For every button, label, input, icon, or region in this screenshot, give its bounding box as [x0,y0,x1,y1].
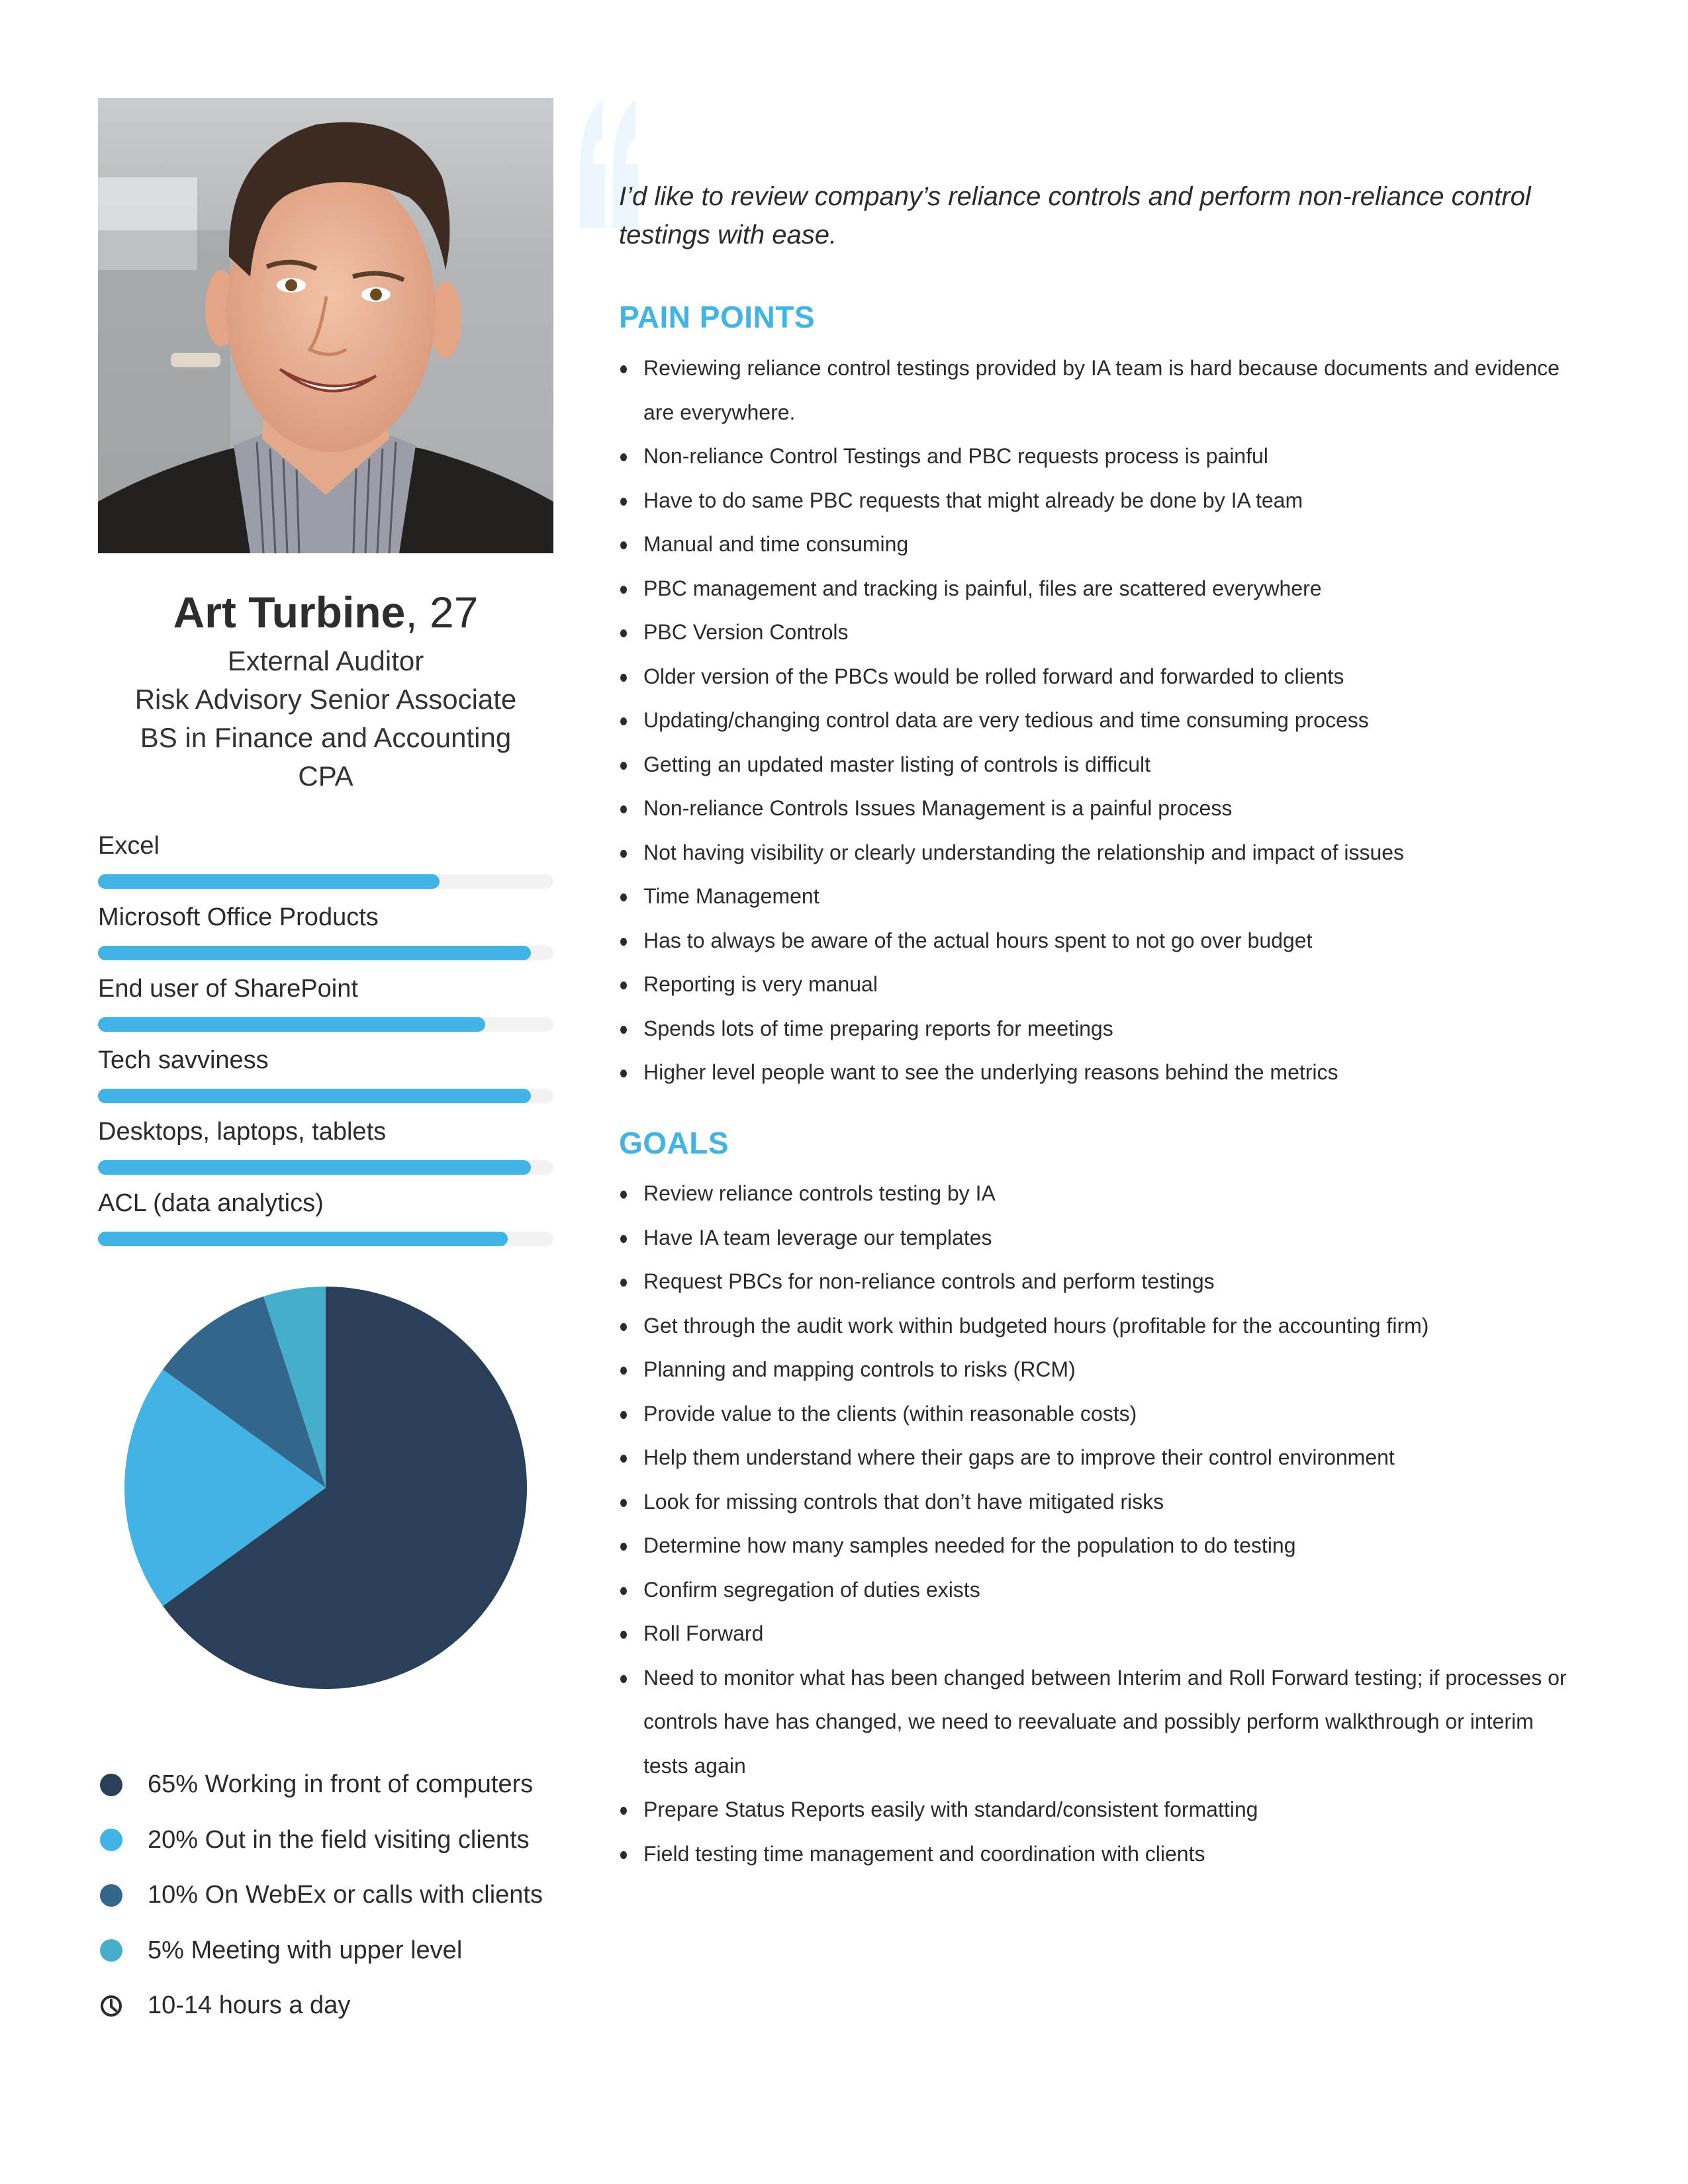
persona-role-3: CPA [298,760,353,792]
skill-track [98,1232,553,1246]
pain-point-item: Reviewing reliance control testings provided by IA team is hard because documents and evidence are everywhere. [619,346,1579,434]
goals-heading: GOALS [619,1126,729,1160]
skill-fill [98,1089,531,1103]
skill-fill [98,1160,531,1175]
persona-name-line [98,582,553,642]
persona-quote: I’d like to review company’s reliance controls and perform non-reliance control testings with ease. [619,182,1531,250]
pain-point-item: Getting an updated master listing of controls is difficult [619,743,1579,787]
time-allocation-pie-chart [124,1287,527,1689]
legend-item-webex [98,1868,575,1923]
skill-track [98,874,553,889]
portrait-illustration [98,98,553,553]
skill-track [98,1089,553,1103]
skill-label: Tech savviness [98,1046,269,1074]
pain-point-item: PBC Version Controls [619,610,1579,655]
persona-identity [98,582,553,796]
legend-text: 20% Out in the field visiting clients [148,1825,530,1854]
skill-track [98,1160,553,1175]
skill-sharepoint [98,974,553,1045]
pain-point-item: Time Management [619,874,1579,919]
persona-name: Art Turbine [173,588,406,637]
legend-text: 65% Working in front of computers [148,1770,534,1799]
pain-point-item: Higher level people want to see the underlying reasons behind the metrics [619,1050,1579,1095]
pain-point-item: Spends lots of time preparing reports for meetings [619,1007,1579,1051]
skill-label: End user of SharePoint [98,975,358,1003]
skill-label: Excel [98,832,160,860]
persona-role-1: Risk Advisory Senior Associate [134,684,517,715]
legend-text: 10% On WebEx or calls with clients [148,1881,543,1909]
working-hours-text: 10-14 hours a day [148,1991,351,2020]
skills-list [98,831,553,1259]
legend-item-computers [98,1757,575,1813]
legend-item-hours [98,1978,575,2034]
persona-role-2: BS in Finance and Accounting [140,722,512,753]
skill-track [98,946,553,960]
persona-role-0: External Auditor [227,645,424,676]
pain-point-item: Non-reliance Control Testings and PBC requests process is painful [619,434,1579,478]
skill-tech-savviness [98,1045,553,1116]
goal-item: Review reliance controls testing by IA [619,1171,1579,1216]
goal-item: Help them understand where their gaps are to improve their control environment [619,1435,1579,1480]
goal-item: Get through the audit work within budgeted hours (profitable for the accounting firm) [619,1304,1579,1348]
pain-points-heading: PAIN POINTS [619,300,816,334]
goal-item: Need to monitor what has been changed between Interim and Roll Forward testing; if processes or controls have has changed, we need to reevaluate and possibly perform walkthrough or interim tests again [619,1656,1579,1788]
skill-excel [98,831,553,902]
skill-label: Microsoft Office Products [98,903,379,931]
skill-track [98,1017,553,1032]
pain-point-item: PBC management and tracking is painful, files are scattered everywhere [619,567,1579,611]
goals-list [619,1171,1579,1876]
skill-label: ACL (data analytics) [98,1189,324,1217]
legend-dot-icon [100,1939,122,1962]
goal-item: Planning and mapping controls to risks (RCM) [619,1347,1579,1392]
skill-fill [98,1017,485,1032]
pain-point-item: Reporting is very manual [619,962,1579,1007]
skill-fill [98,874,440,889]
pie-legend [98,1757,575,2034]
skill-label: Desktops, laptops, tablets [98,1118,387,1146]
pain-point-item: Has to always be aware of the actual hours spent to not go over budget [619,919,1579,963]
goal-item: Determine how many samples needed for the population to do testing [619,1524,1579,1568]
goal-item: Have IA team leverage our templates [619,1216,1579,1260]
goal-item: Request PBCs for non-reliance controls and perform testings [619,1259,1579,1304]
pain-point-item: Not having visibility or clearly understanding the relationship and impact of issues [619,831,1579,875]
goal-item: Provide value to the clients (within reasonable costs) [619,1392,1579,1436]
legend-item-field [98,1813,575,1868]
persona-age: , 27 [405,588,479,637]
goal-item: Field testing time management and coordination with clients [619,1832,1579,1876]
skill-fill [98,1232,508,1246]
goal-item: Look for missing controls that don’t have mitigated risks [619,1480,1579,1524]
clock-icon [100,1995,122,2017]
goal-item: Confirm segregation of duties exists [619,1568,1579,1612]
pain-point-item: Older version of the PBCs would be rolled forward and forwarded to clients [619,655,1579,699]
legend-dot-icon [100,1774,122,1796]
legend-text: 5% Meeting with upper level [148,1936,463,1964]
pain-points-list [619,346,1579,1095]
legend-dot-icon [100,1884,122,1907]
legend-dot-icon [100,1829,122,1851]
persona-photo [98,98,553,553]
skill-microsoft-office [98,902,553,974]
pain-point-item: Non-reliance Controls Issues Management is a painful process [619,786,1579,831]
goal-item: Roll Forward [619,1612,1579,1656]
pain-point-item: Have to do same PBC requests that might already be done by IA team [619,478,1579,523]
legend-item-meetings [98,1923,575,1979]
pain-point-item: Updating/changing control data are very tedious and time consuming process [619,698,1579,743]
goal-item: Prepare Status Reports easily with standard/consistent formatting [619,1788,1579,1832]
skill-fill [98,946,531,960]
pain-point-item: Manual and time consuming [619,522,1579,567]
skill-acl [98,1188,553,1259]
skill-devices [98,1116,553,1188]
